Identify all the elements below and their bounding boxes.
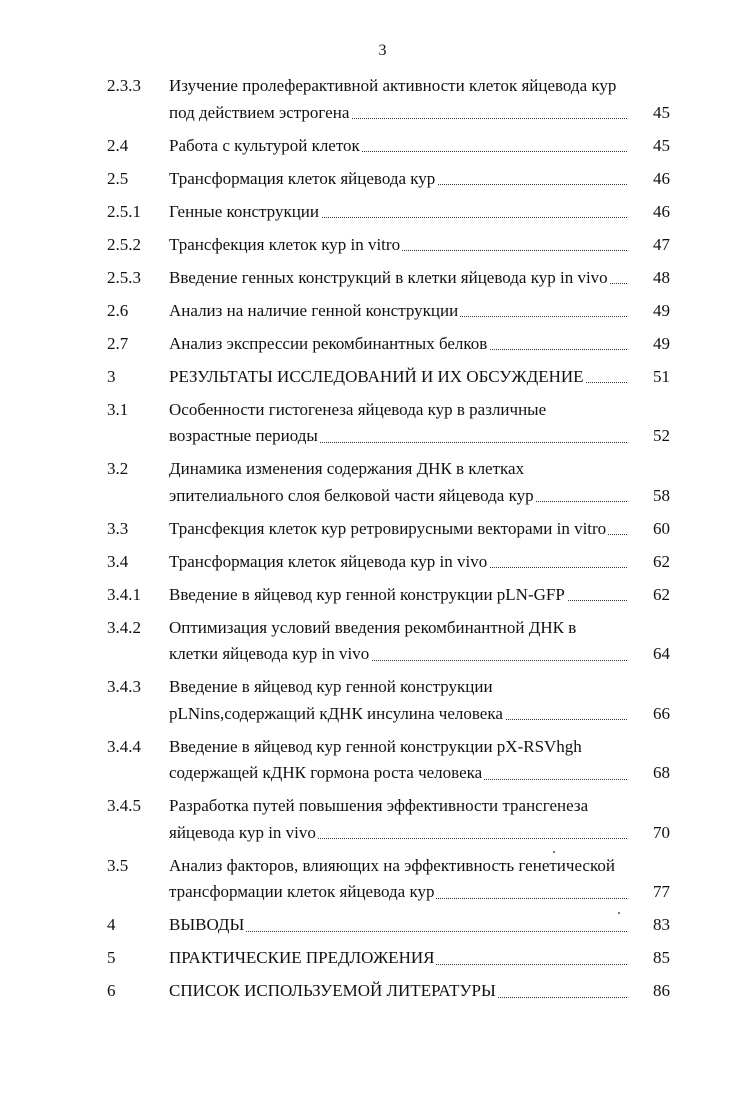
toc-entry: [0, 456, 733, 509]
toc-section-number: 2.7: [107, 333, 129, 353]
toc-page-number: 52: [653, 426, 670, 445]
toc-section-number: 3.4.4: [107, 736, 141, 756]
toc-title-text: Трансформация клеток яйцевода кур in vivo: [169, 551, 488, 571]
toc-section-number: 2.5.2: [107, 234, 141, 254]
toc-line: [0, 232, 733, 259]
toc-title-text: ПРАКТИЧЕСКИЕ ПРЕДЛОЖЕНИЯ: [169, 948, 435, 967]
toc-line: [0, 298, 733, 325]
toc-entry: [0, 734, 733, 787]
toc-page-number: 86: [653, 981, 670, 1000]
toc-page-number: 49: [653, 300, 670, 320]
toc-title: [169, 199, 627, 226]
toc-title: [169, 615, 627, 642]
toc-entry: [0, 265, 733, 292]
toc-page-number: 60: [653, 518, 670, 538]
toc-section-number: 3.4: [107, 551, 129, 571]
toc-page-number: 45: [653, 102, 670, 122]
toc-title: [169, 879, 627, 906]
toc-line: [0, 265, 733, 292]
toc-title-text: Изучение пролеферактивной активности клеток яйцевода кур: [169, 76, 617, 95]
toc-line: [0, 100, 733, 127]
toc-page-number: 48: [653, 267, 670, 287]
toc-title-text: ВЫВОДЫ: [169, 915, 245, 934]
toc-page-number: 58: [653, 485, 670, 505]
toc-entry: [0, 615, 733, 668]
toc-title-text: Анализ на наличие генной конструкции: [169, 300, 459, 320]
toc-title-text: возрастные периоды: [169, 426, 318, 445]
toc-section-number: 3.4.5: [107, 796, 141, 815]
toc-line: [0, 166, 733, 193]
toc-section-number: 4: [107, 915, 116, 934]
toc-entry: [0, 298, 733, 325]
toc-line: [0, 978, 733, 1005]
toc-title: [169, 483, 627, 510]
toc-section-number: 5: [107, 948, 116, 967]
page-number: 3: [378, 42, 387, 59]
toc-title: [169, 232, 627, 259]
toc-title-text: Трансфекция клеток кур ретровирусными векторами in vitro: [169, 518, 607, 538]
toc-line: [0, 615, 733, 642]
toc-section-number: 3.4.2: [107, 617, 141, 637]
toc-title-text: трансформации клеток яйцевода кур: [169, 882, 435, 901]
toc-title: [169, 734, 627, 761]
toc-title: [169, 397, 627, 424]
toc-page-number: 46: [653, 201, 670, 221]
toc-title-text: Анализ факторов, влияющих на эффективность генетической: [169, 855, 615, 875]
toc-title: [169, 674, 627, 701]
toc-line: [0, 133, 733, 160]
toc-line: [0, 364, 733, 391]
toc-title: [169, 945, 627, 972]
toc-page-number: 62: [653, 584, 670, 604]
toc-title-text: Трансфекция клеток кур in vitro: [169, 234, 401, 254]
toc-line: [0, 760, 733, 787]
toc-line: [0, 734, 733, 761]
toc-title-text: Введение генных конструкций в клетки яйцевода кур in vivo: [169, 267, 608, 287]
toc-title-text: Оптимизация условий введения рекомбинантной ДНК в: [169, 617, 577, 637]
toc-title: [169, 331, 627, 358]
toc-title: [169, 73, 627, 100]
toc-entry: [0, 397, 733, 450]
toc-line: [0, 582, 733, 609]
toc-title-text: эпителиального слоя белковой части яйцевода кур: [169, 485, 534, 505]
toc-section-number: 2.6: [107, 300, 129, 320]
toc-entry: [0, 793, 733, 846]
toc-section-number: 6: [107, 981, 116, 1000]
toc-title-text: Динамика изменения содержания ДНК в клетках: [169, 459, 525, 478]
toc-title: [169, 793, 627, 820]
toc-title-text: Анализ экспрессии рекомбинантных белков: [169, 333, 488, 353]
toc-title-text: Разработка путей повышения эффективности трансгенеза: [169, 796, 589, 815]
scan-speck: [618, 912, 620, 914]
toc-section-number: 3.5: [107, 855, 129, 875]
toc-entry: [0, 549, 733, 576]
toc-section-number: 3.3: [107, 518, 129, 538]
table-of-contents: [0, 73, 733, 1005]
toc-title: [169, 582, 627, 609]
toc-title: [169, 701, 627, 728]
toc-title: [169, 298, 627, 325]
toc-section-number: 3.1: [107, 399, 129, 419]
toc-line: [0, 879, 733, 906]
toc-title-text: клетки яйцевода кур in vivo: [169, 644, 370, 663]
toc-line: [0, 793, 733, 820]
toc-page-number: 46: [653, 168, 670, 188]
toc-entry: [0, 232, 733, 259]
toc-line: [0, 701, 733, 728]
toc-section-number: 3.4.1: [107, 584, 141, 604]
toc-line: [0, 912, 733, 939]
toc-line: [0, 423, 733, 450]
toc-title-text: Работа с культурой клеток: [169, 135, 360, 155]
toc-title-text: Введение в яйцевод кур генной конструкции: [169, 677, 493, 696]
toc-title-text: Введение в яйцевод кур генной конструкции pLN-GFP: [169, 584, 565, 604]
toc-title: [169, 549, 627, 576]
toc-page-number: 47: [653, 234, 670, 254]
toc-title-text: Трансформация клеток яйцевода кур: [169, 168, 436, 188]
toc-entry: [0, 853, 733, 906]
toc-title-text: содержащей кДНК гормона роста человека: [169, 763, 483, 782]
toc-title: [169, 760, 627, 787]
toc-title: [169, 912, 627, 939]
toc-title-text: яйцевода кур in vivo: [169, 822, 316, 842]
toc-title-text: Введение в яйцевод кур генной конструкции pX-RSVhgh: [169, 736, 582, 756]
toc-title: [169, 265, 627, 292]
toc-line: [0, 456, 733, 483]
toc-page-number: 45: [653, 135, 670, 155]
toc-entry: [0, 331, 733, 358]
toc-title: [169, 364, 627, 391]
toc-title: [169, 133, 627, 160]
toc-entry: [0, 73, 733, 126]
toc-title: [169, 423, 627, 450]
toc-line: [0, 516, 733, 543]
toc-line: [0, 199, 733, 226]
toc-title: [169, 166, 627, 193]
toc-line: [0, 483, 733, 510]
toc-title: [169, 641, 627, 668]
toc-page-number: 83: [653, 915, 670, 934]
toc-page-number: 66: [653, 703, 670, 723]
toc-section-number: 3.4.3: [107, 677, 141, 696]
toc-line: [0, 674, 733, 701]
toc-entry: [0, 978, 733, 1005]
toc-page-number: 85: [653, 948, 670, 967]
toc-page-number: 77: [653, 882, 670, 901]
toc-title: [169, 100, 627, 127]
toc-section-number: 3: [107, 366, 116, 386]
toc-entry: [0, 516, 733, 543]
toc-entry: [0, 912, 733, 939]
toc-title: [169, 978, 627, 1005]
toc-line: [0, 549, 733, 576]
toc-page-number: 62: [653, 551, 670, 571]
toc-title: [169, 456, 627, 483]
toc-entry: [0, 674, 733, 727]
toc-title-text: СПИСОК ИСПОЛЬЗУЕМОЙ ЛИТЕРАТУРЫ: [169, 981, 496, 1000]
toc-entry: [0, 199, 733, 226]
toc-title: [169, 853, 627, 880]
toc-page-number: 70: [653, 822, 670, 842]
toc-section-number: 2.5.3: [107, 267, 141, 287]
scan-speck: [553, 851, 555, 853]
toc-entry: [0, 166, 733, 193]
toc-title-text: РЕЗУЛЬТАТЫ ИССЛЕДОВАНИЙ И ИХ ОБСУЖДЕНИЕ: [169, 366, 584, 386]
toc-page-number: 49: [653, 333, 670, 353]
toc-page-number: 68: [653, 763, 670, 782]
toc-line: [0, 945, 733, 972]
toc-line: [0, 397, 733, 424]
toc-section-number: 3.2: [107, 459, 129, 478]
toc-line: [0, 820, 733, 847]
toc-entry: [0, 133, 733, 160]
toc-title: [169, 820, 627, 847]
toc-section-number: 2.4: [107, 135, 129, 155]
toc-section-number: 2.5.1: [107, 201, 141, 221]
toc-title-text: Генные конструкции: [169, 201, 319, 221]
toc-title-text: Особенности гистогенеза яйцевода кур в различные: [169, 399, 547, 419]
toc-entry: [0, 364, 733, 391]
toc-line: [0, 73, 733, 100]
toc-page-number: 51: [653, 366, 670, 386]
toc-line: [0, 331, 733, 358]
toc-line: [0, 853, 733, 880]
toc-section-number: 2.3.3: [107, 76, 141, 95]
toc-line: [0, 641, 733, 668]
toc-section-number: 2.5: [107, 168, 129, 188]
toc-page-number: 64: [653, 644, 670, 663]
toc-title-text: под действием эстрогена: [169, 102, 350, 122]
toc-title-text: pLNins,содержащий кДНК инсулина человека: [169, 703, 503, 723]
toc-title: [169, 516, 627, 543]
toc-entry: [0, 945, 733, 972]
toc-entry: [0, 582, 733, 609]
